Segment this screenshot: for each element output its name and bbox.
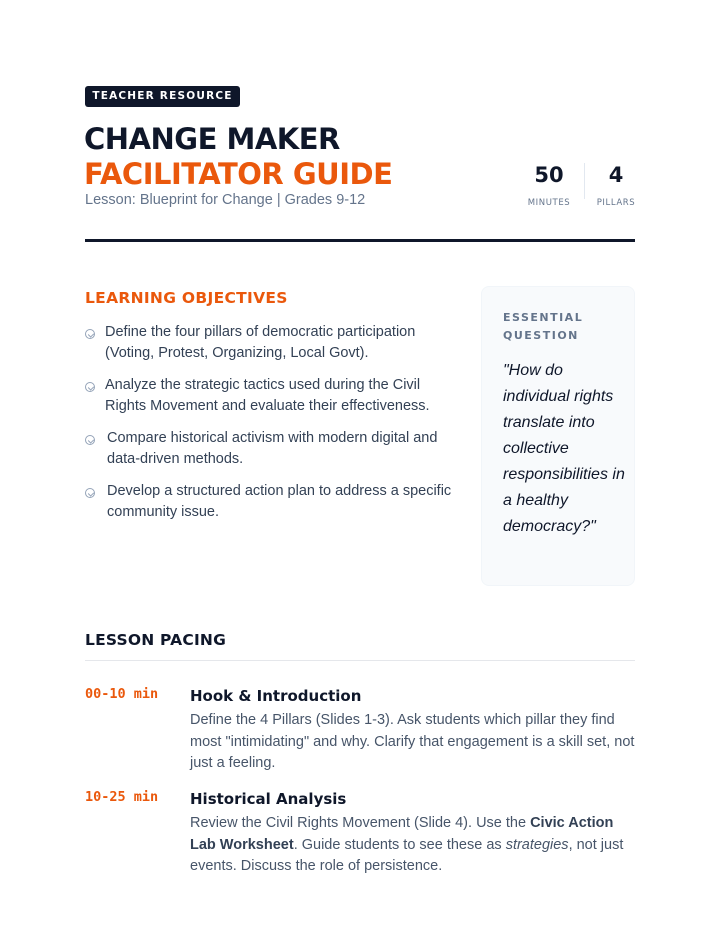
essential-question-text: "How do individual rights translate into collective responsibilities in a healthy democracy?" [503, 362, 625, 535]
stat-minutes [519, 160, 579, 208]
pacing-title: Historical Analysis [190, 790, 347, 808]
pacing-time: 10-25 min [85, 789, 159, 805]
list-item [85, 375, 455, 417]
stat-divider [584, 163, 585, 199]
header-divider [85, 239, 635, 242]
list-item [85, 481, 455, 523]
lesson-subtitle: Lesson: Blueprint for Change | Grades 9-12 [85, 192, 366, 208]
pacing-divider [85, 660, 635, 661]
essential-question-card [481, 286, 635, 586]
resource-badge: TEACHER RESOURCE [85, 86, 240, 107]
objectives-heading: LEARNING OBJECTIVES [85, 289, 288, 307]
list-item [85, 428, 455, 470]
stat-pillars-label: PILLARS [596, 198, 636, 208]
emphasis-text: strategies [505, 836, 569, 853]
pacing-heading: LESSON PACING [85, 631, 227, 649]
page-title-line-1: CHANGE MAKER [84, 122, 340, 156]
desc-text: , not just events. Discuss the role of persistence. [190, 836, 624, 874]
objectives-list [85, 322, 455, 534]
pacing-title: Hook & Introduction [190, 687, 362, 705]
desc-text: . Guide students to see these as [293, 836, 506, 853]
desc-text: Review the Civil Rights Movement (Slide 4). Use the [190, 815, 531, 831]
stat-minutes-label: MINUTES [527, 198, 571, 208]
pacing-body [190, 789, 635, 878]
pacing-time: 00-10 min [85, 686, 159, 702]
check-circle-icon [85, 329, 95, 339]
stat-minutes-value: 50 [534, 163, 564, 187]
page-title-line-2: FACILITATOR GUIDE [84, 157, 393, 191]
check-circle-icon [85, 435, 95, 445]
stat-pillars [586, 160, 646, 208]
essential-question-label: ESSENTIAL QUESTION [503, 311, 584, 342]
worksheet-name: Civic Action Lab Worksheet [190, 815, 614, 853]
list-item [85, 322, 455, 364]
pacing-description: Define the 4 Pillars (Slides 1-3). Ask students which pillar they find most "intimidating" and why. Clarify that engagement is a skill set, not just a feeling. [190, 712, 635, 771]
check-circle-icon [85, 382, 95, 392]
objective-text: Compare historical activism with modern digital and data-driven methods. [107, 430, 438, 467]
stat-pillars-value: 4 [608, 163, 624, 187]
pacing-description [190, 813, 635, 878]
objective-text: Define the four pillars of democratic participation (Voting, Protest, Organizing, Local Govt). [105, 324, 416, 361]
objective-text: Develop a structured action plan to address a specific community issue. [107, 483, 452, 520]
objective-text: Analyze the strategic tactics used during the Civil Rights Movement and evaluate their effectiveness. [105, 377, 430, 414]
pacing-body [190, 686, 635, 775]
check-circle-icon [85, 488, 95, 498]
